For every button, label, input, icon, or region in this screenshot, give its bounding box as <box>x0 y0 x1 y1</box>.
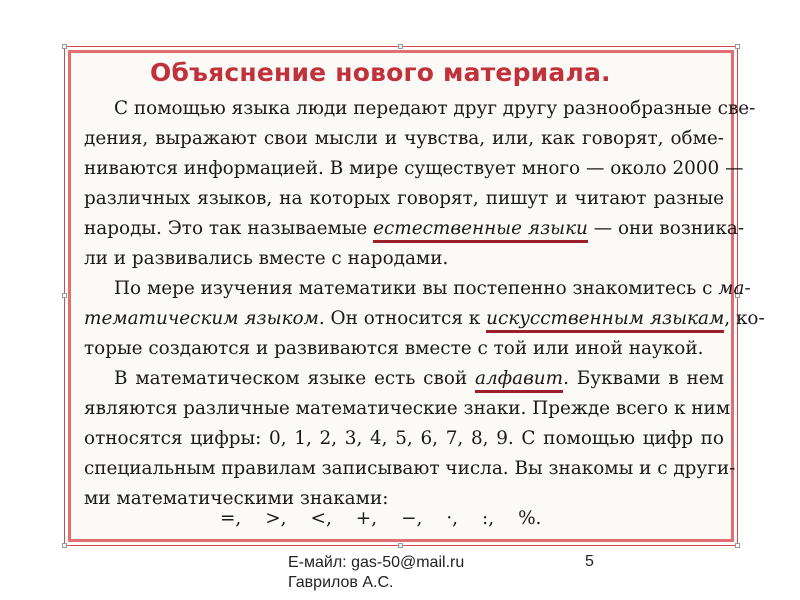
text-line: торые создаются и развиваются вместе с той или иной наукой. <box>84 338 704 359</box>
text-line: ли и развивались вместе с народами. <box>84 248 449 269</box>
math-symbols-row <box>220 508 541 529</box>
text-line <box>84 214 745 244</box>
text-line <box>84 274 751 304</box>
text-line: являются различные математические знаки. Прежде всего к ним <box>84 398 731 419</box>
text-line: ми математическими знаками: <box>84 488 389 509</box>
text-line <box>84 364 724 394</box>
term-math-language-part1: ма- <box>718 278 751 299</box>
text-fragment: . Он относится к <box>318 308 487 329</box>
text-line <box>84 304 765 334</box>
text-fragment: народы. Это так называемые <box>84 218 374 239</box>
resize-handle-bottom-left[interactable] <box>62 543 67 548</box>
text-line: относятся цифры: 0, 1, 2, 3, 4, 5, 6, 7, 8, 9. С помощью цифр по <box>84 428 724 449</box>
footer-author: Гаврилов А.С. <box>288 574 394 591</box>
math-symbol: :, <box>482 508 495 529</box>
term-math-language-part2: тематическим языком <box>84 308 319 329</box>
resize-handle-middle-left[interactable] <box>62 293 67 298</box>
footer <box>288 553 464 593</box>
resize-handle-top-right[interactable] <box>735 44 740 49</box>
resize-handle-bottom-right[interactable] <box>735 543 740 548</box>
math-symbol: ·, <box>446 508 459 529</box>
text-fragment: В математическом языке есть свой <box>114 368 476 389</box>
resize-handle-top-left[interactable] <box>62 44 67 49</box>
resize-handle-top-center[interactable] <box>398 44 403 49</box>
term-artificial-languages: искусственным языкам <box>486 308 724 333</box>
term-alphabet: алфавит <box>475 368 563 393</box>
text-line: различных языков, на которых говорят, пишут и читают разные <box>84 188 724 209</box>
text-line: С помощью языка люди передают друг другу разнообразные све- <box>114 98 756 119</box>
math-symbol: <, <box>310 508 332 529</box>
body-text <box>84 94 765 514</box>
page-title: Объяснение нового материала. <box>150 58 611 87</box>
text-fragment: . Буквами в нем <box>563 368 724 389</box>
math-symbol: >, <box>265 508 287 529</box>
text-line: специальным правилам записывают числа. Вы знакомы и с други- <box>84 458 736 479</box>
math-symbol: +, <box>355 508 378 529</box>
page-number: 5 <box>585 553 594 570</box>
text-fragment: , ко- <box>724 308 765 329</box>
math-symbol: =, <box>220 508 242 529</box>
text-fragment: — они возника- <box>587 218 745 239</box>
resize-handle-bottom-center[interactable] <box>398 543 403 548</box>
term-natural-languages: естественные языки <box>373 218 588 243</box>
text-fragment: По мере изучения математики вы постепенно знакомитесь с <box>114 278 719 299</box>
math-symbol: %. <box>518 508 542 529</box>
text-line: дения, выражают свои мысли и чувства, или, как говорят, обме- <box>84 128 724 149</box>
math-symbol: −, <box>401 508 423 529</box>
footer-email: Е-майл: gas-50@mail.ru <box>288 554 465 571</box>
text-line: ниваются информацией. В мире существует много — около 2000 — <box>84 158 744 179</box>
